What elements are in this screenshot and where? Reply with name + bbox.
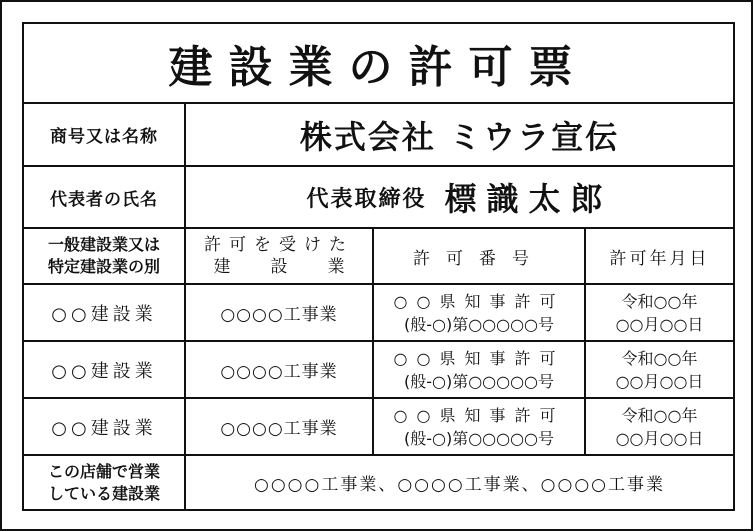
permit-row-2-number-line1: ○○県知事許可	[393, 348, 565, 368]
permit-row-3-date	[586, 399, 733, 454]
permit-row-1-work: ○○○○工事業	[220, 305, 338, 325]
permit-row-2-work: ○○○○工事業	[220, 362, 338, 382]
permit-row-2-date	[586, 342, 733, 397]
header-permit-date: 許可年月日	[609, 248, 710, 269]
header-category-line1: 一般建設業又は	[47, 235, 160, 254]
permit-row-3-number-line2: (般-○)第○○○○○号	[403, 428, 555, 448]
permit-row-2-date-line2: ○○月○○日	[615, 371, 704, 391]
permit-row-3-number-line1: ○○県知事許可	[393, 405, 565, 425]
permit-row-1-type: ○○建設業	[51, 303, 157, 325]
permit-row-2-number-line2: (般-○)第○○○○○号	[403, 371, 555, 391]
permit-row-3-work: ○○○○工事業	[220, 419, 338, 439]
representative-name: 標識太郎	[444, 180, 613, 218]
permit-row-1-number-line1: ○○県知事許可	[393, 291, 565, 311]
footer-label-line1: この店舗で営業	[47, 461, 160, 481]
permit-row-1-date	[586, 285, 733, 340]
representative-title: 代表取締役	[306, 185, 427, 212]
representative-label: 代表者の氏名	[50, 189, 158, 210]
permit-row-1-number-line2: (般-○)第○○○○○号	[403, 314, 555, 334]
permit-row-2-date-line1: 令和○○年	[621, 348, 698, 368]
permit-row-3-date-line2: ○○月○○日	[615, 428, 704, 448]
permit-row-1-number	[374, 285, 584, 340]
header-permit-number: 許可番号	[413, 248, 545, 269]
representative-value	[186, 167, 733, 227]
permit-row-1-date-line2: ○○月○○日	[615, 314, 704, 334]
header-licensed-work	[186, 229, 385, 283]
sign-title: 建設業の許可票	[168, 42, 589, 93]
footer-value: ○○○○工事業、○○○○工事業、○○○○工事業	[253, 475, 665, 495]
permit-row-3-number	[374, 399, 584, 454]
permit-row-2-type: ○○建設業	[51, 360, 157, 382]
permit-row-2-number	[374, 342, 584, 397]
footer-label-line2: している建設業	[47, 483, 160, 503]
footer-label	[24, 456, 184, 509]
company-name: 株式会社 ミウラ宣伝	[299, 117, 620, 156]
company-label: 商号又は名称	[50, 127, 158, 147]
header-category	[24, 229, 184, 283]
permit-row-1-date-line1: 令和○○年	[621, 291, 698, 311]
permit-row-3-date-line1: 令和○○年	[621, 405, 698, 425]
header-licensed-work-line1: 許可を受けた	[204, 235, 354, 255]
header-category-line2: 特定建設業の別	[47, 257, 160, 276]
header-licensed-work-line2: 建設業	[213, 257, 385, 277]
permit-sign-table	[22, 22, 735, 511]
permit-row-3-type: ○○建設業	[51, 417, 157, 439]
